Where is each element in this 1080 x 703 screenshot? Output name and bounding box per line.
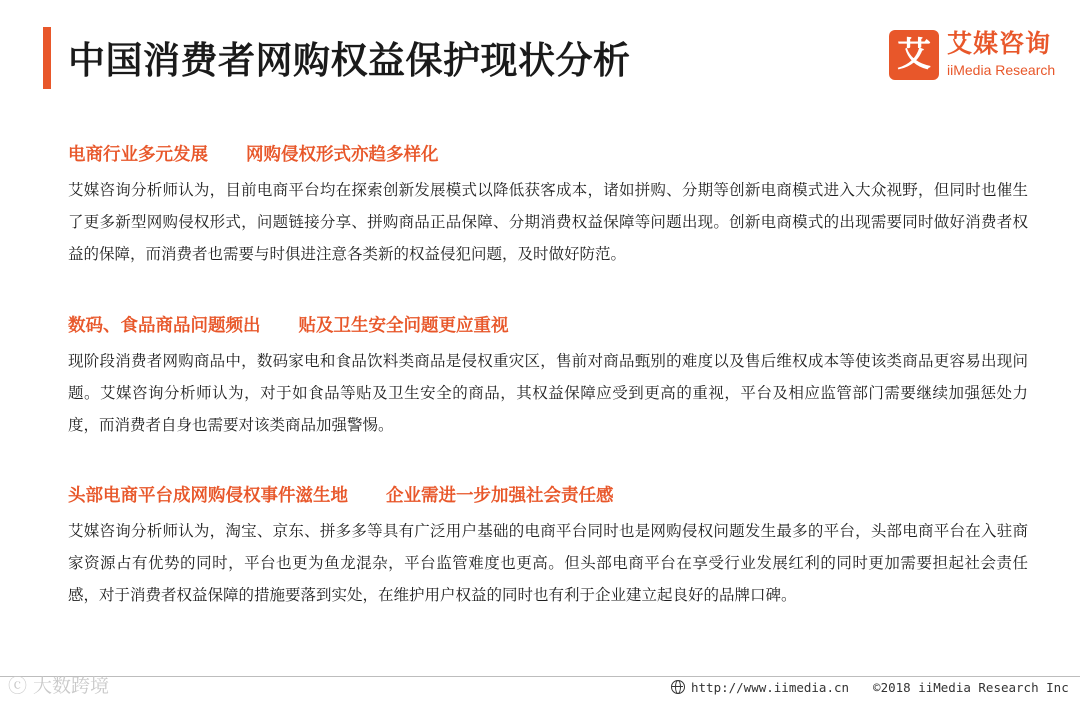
watermark: ⓒ 大数跨境 (8, 675, 110, 697)
footer-copyright: ©2018 iiMedia Research Inc (873, 680, 1069, 695)
section-leading-platforms (68, 482, 1028, 611)
page-title: 中国消费者网购权益保护现状分析 (68, 39, 631, 82)
title-accent-bar (43, 27, 51, 89)
heading-right: 企业需进一步加强社会责任感 (386, 486, 614, 506)
section-heading (68, 141, 1028, 169)
logo-name-en: iiMedia Research (947, 62, 1056, 78)
footer-divider (0, 676, 1080, 677)
heading-left: 电商行业多元发展 (68, 145, 208, 165)
section-body: 艾媒咨询分析师认为，目前电商平台均在探索创新发展模式以降低获客成本，诸如拼购、分期等创新电商模式进入大众视野，但同时也催生了更多新型网购侵权形式，问题链接分享、拼购商品正品保障、分期消费权益保障等问题出现。创新电商模式的出现需要同时做好消费者权益的保障，而消费者也需要与时俱进注意各类新的权益侵犯问题，及时做好防范。 (68, 181, 1028, 263)
footer (671, 680, 1069, 695)
section-heading (68, 312, 1028, 340)
brand-logo (889, 30, 1061, 82)
section-body: 现阶段消费者网购商品中，数码家电和食品饮料类商品是侵权重灾区，售前对商品甄别的难度以及售后维权成本等使该类商品更容易出现问题。艾媒咨询分析师认为，对于如食品等贴及卫生安全的商品，其权益保障应受到更高的重视，平台及相应监管部门需要继续加强惩处力度，而消费者自身也需要对该类商品加强警惕。 (68, 352, 1028, 434)
logo-mark-icon: 艾 (889, 30, 939, 80)
heading-right: 网购侵权形式亦趋多样化 (246, 145, 439, 165)
heading-left: 头部电商平台成网购侵权事件滋生地 (68, 486, 348, 506)
heading-right: 贴及卫生安全问题更应重视 (298, 316, 509, 336)
footer-url[interactable]: http://www.iimedia.cn (691, 680, 850, 695)
section-heading (68, 482, 1028, 510)
section-body: 艾媒咨询分析师认为，淘宝、京东、拼多多等具有广泛用户基础的电商平台同时也是网购侵权问题发生最多的平台，头部电商平台在入驻商家资源占有优势的同时，平台也更为鱼龙混杂，平台监管难度也更高。但头部电商平台在享受行业发展红利的同时更加需要担起社会责任感，对于消费者权益保障的措施要落到实处，在维护用户权益的同时也有利于企业建立起良好的品牌口碑。 (68, 522, 1028, 604)
section-digital-food-issues (68, 312, 1028, 441)
section-ecommerce-diversification (68, 141, 1028, 270)
globe-icon (671, 680, 685, 694)
heading-left: 数码、食品商品问题频出 (68, 316, 261, 336)
logo-name-cn: 艾媒咨询 (947, 29, 1052, 58)
